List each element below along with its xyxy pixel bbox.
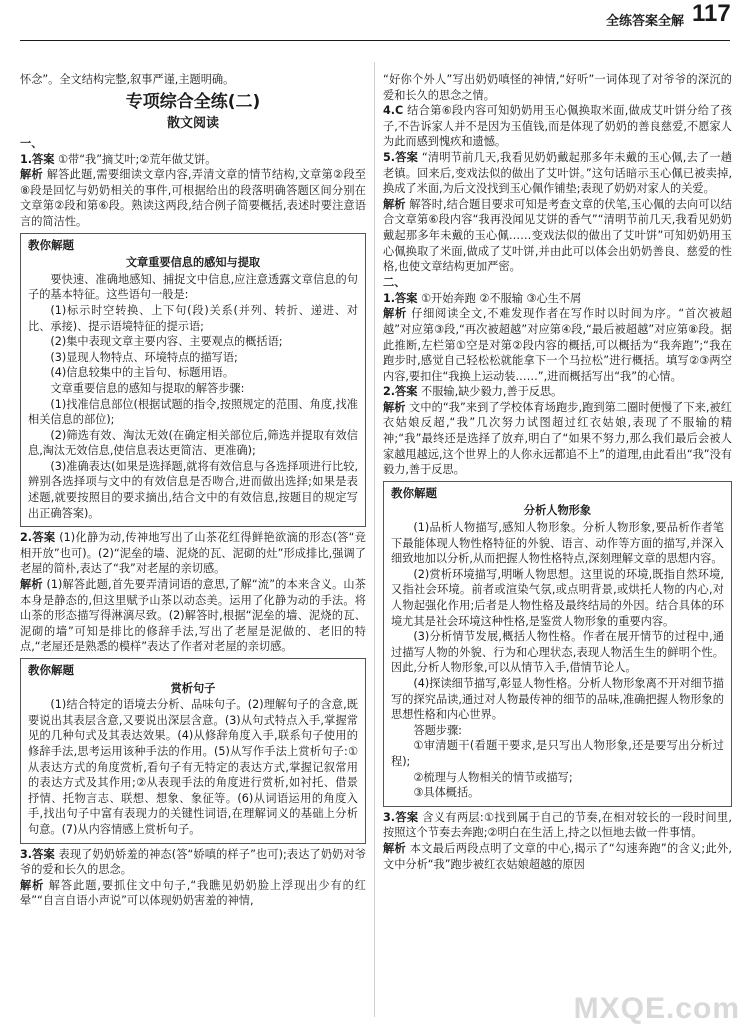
box-paragraph: (4)探读细节描写,彰显人物性格。分析人物形象离不开对细节描写的探究品读,通过对人物最传神的细节的品味,准确把握人物形象的思想性格和内心世界。 [391,676,724,722]
q2-explanation: 解析 (1)解答此题,首先要弄清词语的意思,了解“流”的本来含义。山茶本身是静态的,但这里赋予山茶以动态美。运用了化静为动的手法。将山茶的形态描写得淋漓尽致。(2)解答时,根据“泥垒的墙、泥烧的瓦、泥砌的墙”可知是排比的修辞手法,写出了老屋是泥做的、老旧的特点,“老屋还是熟悉的模样”表达了作者对老屋的亲切感。 [20,578,366,654]
book-title: 全练答案全解 [606,14,685,29]
section-subtitle: 散文阅读 [166,115,219,131]
box-paragraph: (2)赏析环境描写,明晰人物思想。这里说的环境,既指自然环境,又指社会环境。前者或渲染气氛,或点明背景,或烘托人物的内心,对人物起强化作用;后者是人物性格及最终结局的外因。结合具体的环境尤其是社会环境这种性格,是鉴赏人物形象的重要内容。 [391,567,724,628]
tip-box [20,658,366,844]
box-paragraph: (1)结合特定的语境去分析、品味句子。(2)理解句子的含意,既要说出其表层含意,又要说出深层含意。(3)从句式特点入手,掌握常见的几种句式及其表达效果。(4)从修辞角度入手,联系句子使用的修辞手法,思考运用该种手法的作用。(5)从写作手法上赏析句子:①从表达方式的角度赏析,看句子有无特定的表达方式,掌握记叙常用的表达方式及其作用;②从表现手法的角度进行赏析,如衬托、借景抒情、托物言志、联想、想象、象征等。(6)从词语运用的角度入手,找出句子中富有表现力的关键性词语,在理解词义的基础上分析句意。(7)从内容情感上赏析句子。 [28,698,358,836]
r3-explanation: 解析 本文最后两段点明了文章的中心,揭示了“勾速奔跑”的含义;此外,文中分析“我”跑步被红衣姑娘超越的原因 [383,841,732,871]
r3-answer: 3.答案 含义有两层:①找到属于自己的节奏,在相对较长的一段时间里,按照这个节奏去奔跑;②明白在生活上,持之以恒地去做一件事情。 [383,810,732,840]
r2-answer: 2.答案 不服输,缺少毅力,善于反思。 [383,385,563,399]
left-column [20,72,366,909]
q3-answer: 3.答案 表现了奶奶娇羞的神态(答“娇嗔的样子”也可);表达了奶奶对爷爷的爱和长久的思念。 [20,847,367,877]
box-paragraph: (1)品析人物描写,感知人物形象。分析人物形象,要品析作者笔下最能体现人物性格特征的外貌、语言、动作等方面的描写,并深入细致地加以分析,从而把握人物性格特点,深刻理解文章的思想内容。 [391,521,724,566]
box-title: 文章重要信息的感知与提取 [125,256,261,270]
column-divider [374,62,375,1017]
right-column [383,72,732,872]
page-number: 117 [692,0,731,27]
part-heading: 一、 [20,136,43,150]
q2-answer: 2.答案 (1)化静为动,传神地写出了山茶花红得鲜艳欲滴的形态(答“竞相开放”也可)。(2)“泥垒的墙、泥烧的瓦、泥砌的灶”形成排比,强调了老屋的简朴,表达了“我”对老屋的亲切感。 [20,531,366,576]
box-item: (4)信息较集中的主旨句、标题用语。 [50,366,235,380]
box-heading: 教你解题 [28,663,74,677]
box-heading: 教你解题 [28,237,74,252]
section-title: 专项综合全练(二) [125,91,261,112]
r2-explanation: 解析 文中的“我”来到了学校体育场跑步,跑到第二圈时便慢了下来,被红衣姑娘反超,“我”几次努力试图超过红衣姑娘,表现了不服输的精神;“我”最终还是选择了放弃,明白了“如果不努力,那么我们最后会被人家越甩越远,这个世界上的人你永远都追不上”的道理,由此看出“我”没有毅力,善于反思。 [383,400,732,477]
box-paragraph: 文章重要信息的感知与提取的解答步骤: [50,381,245,395]
q5-explanation: 解析 解答时,结合题目要求可知是考查文章的伏笔,玉心佩的去向可以结合文章第⑥段内容“我再没闻见艾饼的香气”“清明节前几天,我看见奶奶戴起那多年未戴的玉心佩……变戏法似的做出了艾叶饼”可知奶奶用玉心佩换取了米面,做成了艾叶饼,并由此可以体会出奶奶善良、慈爱的性格,也使文章结构更加严密。 [383,197,732,274]
r1-explanation: 解析 仔细阅读全文,不难发现作者在写作时以时间为序。“首次被超越”对应第③段,“再次被超越”对应第④段,“最后被超越”对应第⑧段。据此推断,左栏第①空是对第②段内容的概括,可以概括为“我奔跑”;“我在跑步时,感觉自己轻松松就能拿下一个马拉松”进行概括。填写②③两空内容,要扣住“我换上运动装……”,进而概括写出“我”的心情。 [383,307,732,383]
box-step: (2)筛选有效、淘汰无效(在确定相关部位后,筛选并提取有效信息,淘汰无效信息,使信息表达更简洁、更准确); [28,428,358,458]
box-paragraph: (3)分析情节发展,概括人物性格。作者在展开情节的过程中,通过描写人物的外貌、行为和心理状态,表现人物活生生的鲜明个性。因此,分析人物形象,可以从情节入手,借情节论人。 [391,630,724,675]
box-paragraph: 要快速、准确地感知、捕捉文中信息,应注意透露文章信息的句子的基本特征。这些语句一般是: [28,272,358,302]
q5-answer: 5.答案 “清明节前几天,我看见奶奶戴起那多年未戴的玉心佩,去了一趟老镇。回来后,变戏法似的做出了艾叶饼。”这句话暗示玉心佩已被卖掉,换成了米面,为后文没找到玉心佩作铺垫;表现了奶奶对家人的关爱。 [383,150,732,196]
intro-text: 怀念”。全文结构完整,叙事严谨,主题明确。 [20,73,235,86]
box-step: ③具体概括。 [413,786,480,800]
q4-answer: 4.C 结合第⑥段内容可知奶奶用玉心佩换取米面,做成艾叶饼分给了孩子,不告诉家人并不是因为玉值钱,而是体现了奶奶的善良慈爱,不愿家人为此而感到愧疚和遗憾。 [383,104,732,149]
part-heading: 二、 [383,275,406,289]
box-item: (3)显现人物特点、环境特点的描写语; [50,350,238,364]
header-rule [20,40,730,41]
watermark-logo: MXQE.com [573,992,740,1025]
box-item: (1)标示时空转换、上下句(段)关系(并列、转折、递进、对比、承接)、提示语境特征的提示语; [28,303,358,333]
box-title: 分析人物形象 [523,504,592,518]
tip-box [383,481,732,807]
box-step: (1)找准信息部位(根据试题的指令,按照规定的范围、角度,找准相关信息的部位); [28,397,358,427]
box-title: 赏析句子 [170,681,216,695]
box-item: (2)集中表现文章主要内容、主要观点的概括语; [50,335,283,349]
tip-box [20,233,366,528]
r1-answer: 1.答案 ①开始奔跑 ②不服输 ③心生不屑 [383,291,582,305]
box-step: ②梳理与人物相关的情节或描写; [413,770,573,784]
box-paragraph: 答题步骤: [413,723,462,737]
box-step: ①审清题干(看题干要求,是只写出人物形象,还是要写出分析过程); [391,739,724,768]
q1-explanation: 解析 解答此题,需要细读文章内容,弄清文章的情节结构,文章第②段至⑧段是回忆与奶奶相关的事件,可根据给出的段落明确答题区间分别在文章第②段和第⑥段。熟读这两段,结合例子简要概括,表述时要注意语言的简洁性。 [20,168,366,228]
box-step: (3)准确表达(如果是选择题,就将有效信息与各选择项进行比较,辨别各选择项与文中的有效信息是否吻合,进而做出选择;如果是表述题,就要按照目的要求摘出,结合文中的有效信息,按题目的规定写出正确答案)。 [28,459,358,520]
q3-explanation: 解析 解答此题,要抓住文中句子,“我瞧见奶奶脸上浮现出少有的红晕”“自言自语小声说”可以体现奶奶害羞的神情, [20,878,366,908]
box-heading: 教你解题 [391,485,437,500]
continued-text: “好你个外人”写出奶奶嗔怪的神情,“好听”一词体现了对爷爷的深沉的爱和长久的思念之情。 [383,73,732,102]
q1-answer: 1.答案 ①带“我”摘艾叶;②荒年做艾饼。 [20,152,217,166]
